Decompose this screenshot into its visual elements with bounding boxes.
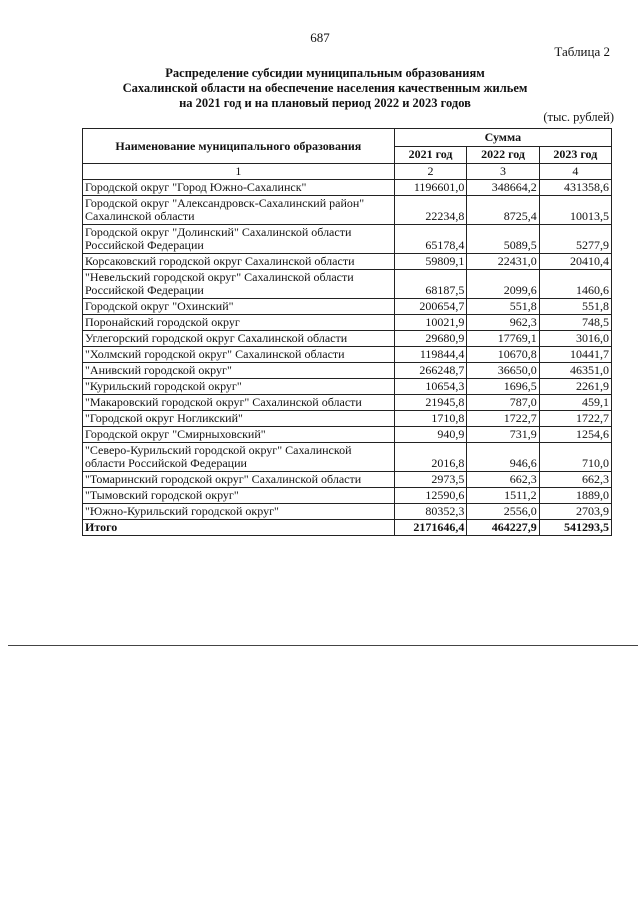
value-2023: 662,3 bbox=[539, 472, 611, 488]
value-2022: 787,0 bbox=[467, 395, 539, 411]
units-note: (тыс. рублей) bbox=[543, 110, 614, 124]
value-2023: 1722,7 bbox=[539, 411, 611, 427]
total-row bbox=[83, 520, 612, 536]
value-2021: 10654,3 bbox=[394, 379, 467, 395]
value-2021: 68187,5 bbox=[394, 270, 467, 299]
value-2023: 1460,6 bbox=[539, 270, 611, 299]
value-2021: 59809,1 bbox=[394, 254, 467, 270]
table-row bbox=[83, 443, 612, 472]
value-2021: 940,9 bbox=[394, 427, 467, 443]
value-2021: 80352,3 bbox=[394, 504, 467, 520]
value-2022: 731,9 bbox=[467, 427, 539, 443]
subsidy-table bbox=[82, 128, 612, 536]
value-2023: 2703,9 bbox=[539, 504, 611, 520]
value-2022: 22431,0 bbox=[467, 254, 539, 270]
value-2023: 748,5 bbox=[539, 315, 611, 331]
value-2022: 17769,1 bbox=[467, 331, 539, 347]
municipality-name: Городской округ "Смирныховский" bbox=[83, 427, 395, 443]
value-2022: 551,8 bbox=[467, 299, 539, 315]
document-title bbox=[90, 66, 560, 111]
value-2021: 2973,5 bbox=[394, 472, 467, 488]
table-label: Таблица 2 bbox=[554, 44, 610, 59]
value-2023: 46351,0 bbox=[539, 363, 611, 379]
municipality-name: "Холмский городской округ" Сахалинской области bbox=[83, 347, 395, 363]
municipality-name: "Макаровский городской округ" Сахалинской области bbox=[83, 395, 395, 411]
header-year-2023: 2023 год bbox=[539, 146, 611, 164]
municipality-name: Корсаковский городской округ Сахалинской области bbox=[83, 254, 395, 270]
column-index-row bbox=[83, 164, 612, 180]
value-2021: 65178,4 bbox=[394, 225, 467, 254]
table-row bbox=[83, 347, 612, 363]
title-line-1: Распределение субсидии муниципальным образованиям bbox=[165, 66, 485, 80]
index-cell: 2 bbox=[394, 164, 467, 180]
municipality-name: "Южно-Курильский городской округ" bbox=[83, 504, 395, 520]
value-2021: 119844,4 bbox=[394, 347, 467, 363]
title-line-2: Сахалинской области на обеспечение населения качественным жильем bbox=[122, 81, 528, 95]
value-2022: 8725,4 bbox=[467, 196, 539, 225]
municipality-name: "Анивский городской округ" bbox=[83, 363, 395, 379]
value-2021: 21945,8 bbox=[394, 395, 467, 411]
total-label: Итого bbox=[83, 520, 395, 536]
value-2022: 946,6 bbox=[467, 443, 539, 472]
value-2021: 12590,6 bbox=[394, 488, 467, 504]
value-2022: 5089,5 bbox=[467, 225, 539, 254]
value-2021: 10021,9 bbox=[394, 315, 467, 331]
value-2021: 22234,8 bbox=[394, 196, 467, 225]
municipality-name: Городской округ "Охинский" bbox=[83, 299, 395, 315]
value-2022: 662,3 bbox=[467, 472, 539, 488]
header-name: Наименование муниципального образования bbox=[83, 129, 395, 164]
value-2023: 710,0 bbox=[539, 443, 611, 472]
table-row bbox=[83, 299, 612, 315]
value-2023: 10441,7 bbox=[539, 347, 611, 363]
table-row bbox=[83, 411, 612, 427]
value-2022: 2556,0 bbox=[467, 504, 539, 520]
table-row bbox=[83, 427, 612, 443]
value-2022: 962,3 bbox=[467, 315, 539, 331]
value-2023: 3016,0 bbox=[539, 331, 611, 347]
table-row bbox=[83, 488, 612, 504]
value-2022: 2099,6 bbox=[467, 270, 539, 299]
total-2022: 464227,9 bbox=[467, 520, 539, 536]
page-number: 687 bbox=[310, 30, 330, 45]
table-row bbox=[83, 379, 612, 395]
table-row bbox=[83, 315, 612, 331]
value-2022: 36650,0 bbox=[467, 363, 539, 379]
value-2021: 266248,7 bbox=[394, 363, 467, 379]
value-2023: 20410,4 bbox=[539, 254, 611, 270]
value-2021: 2016,8 bbox=[394, 443, 467, 472]
municipality-name: "Невельский городской округ" Сахалинской области Российской Федерации bbox=[83, 270, 395, 299]
value-2022: 1511,2 bbox=[467, 488, 539, 504]
municipality-name: Городской округ "Долинский" Сахалинской области Российской Федерации bbox=[83, 225, 395, 254]
index-cell: 4 bbox=[539, 164, 611, 180]
value-2021: 200654,7 bbox=[394, 299, 467, 315]
value-2021: 29680,9 bbox=[394, 331, 467, 347]
table-row bbox=[83, 331, 612, 347]
title-line-3: на 2021 год и на плановый период 2022 и 2023 годов bbox=[179, 96, 471, 110]
municipality-name: Городской округ "Город Южно-Сахалинск" bbox=[83, 180, 395, 196]
value-2023: 1254,6 bbox=[539, 427, 611, 443]
value-2023: 431358,6 bbox=[539, 180, 611, 196]
value-2023: 1889,0 bbox=[539, 488, 611, 504]
table-row bbox=[83, 395, 612, 411]
total-2021: 2171646,4 bbox=[394, 520, 467, 536]
value-2023: 459,1 bbox=[539, 395, 611, 411]
value-2022: 1722,7 bbox=[467, 411, 539, 427]
table-row bbox=[83, 180, 612, 196]
value-2023: 5277,9 bbox=[539, 225, 611, 254]
header-year-2021: 2021 год bbox=[394, 146, 467, 164]
table-row bbox=[83, 270, 612, 299]
header-year-2022: 2022 год bbox=[467, 146, 539, 164]
value-2022: 348664,2 bbox=[467, 180, 539, 196]
municipality-name: Городской округ "Александровск-Сахалинский район" Сахалинской области bbox=[83, 196, 395, 225]
value-2023: 2261,9 bbox=[539, 379, 611, 395]
table-row bbox=[83, 254, 612, 270]
table-row bbox=[83, 472, 612, 488]
index-cell: 3 bbox=[467, 164, 539, 180]
separator-rule bbox=[8, 645, 638, 646]
total-2023: 541293,5 bbox=[539, 520, 611, 536]
municipality-name: "Северо-Курильский городской округ" Сахалинской области Российской Федерации bbox=[83, 443, 395, 472]
value-2022: 10670,8 bbox=[467, 347, 539, 363]
table-row bbox=[83, 504, 612, 520]
index-cell: 1 bbox=[83, 164, 395, 180]
value-2023: 10013,5 bbox=[539, 196, 611, 225]
municipality-name: Поронайский городской округ bbox=[83, 315, 395, 331]
value-2021: 1710,8 bbox=[394, 411, 467, 427]
value-2022: 1696,5 bbox=[467, 379, 539, 395]
municipality-name: "Курильский городской округ" bbox=[83, 379, 395, 395]
municipality-name: "Тымовский городской округ" bbox=[83, 488, 395, 504]
table-row bbox=[83, 225, 612, 254]
municipality-name: "Томаринский городской округ" Сахалинской области bbox=[83, 472, 395, 488]
municipality-name: "Городской округ Ногликский" bbox=[83, 411, 395, 427]
value-2023: 551,8 bbox=[539, 299, 611, 315]
table-row bbox=[83, 196, 612, 225]
municipality-name: Углегорский городской округ Сахалинской области bbox=[83, 331, 395, 347]
value-2021: 1196601,0 bbox=[394, 180, 467, 196]
table-row bbox=[83, 363, 612, 379]
header-sum: Сумма bbox=[394, 129, 611, 147]
